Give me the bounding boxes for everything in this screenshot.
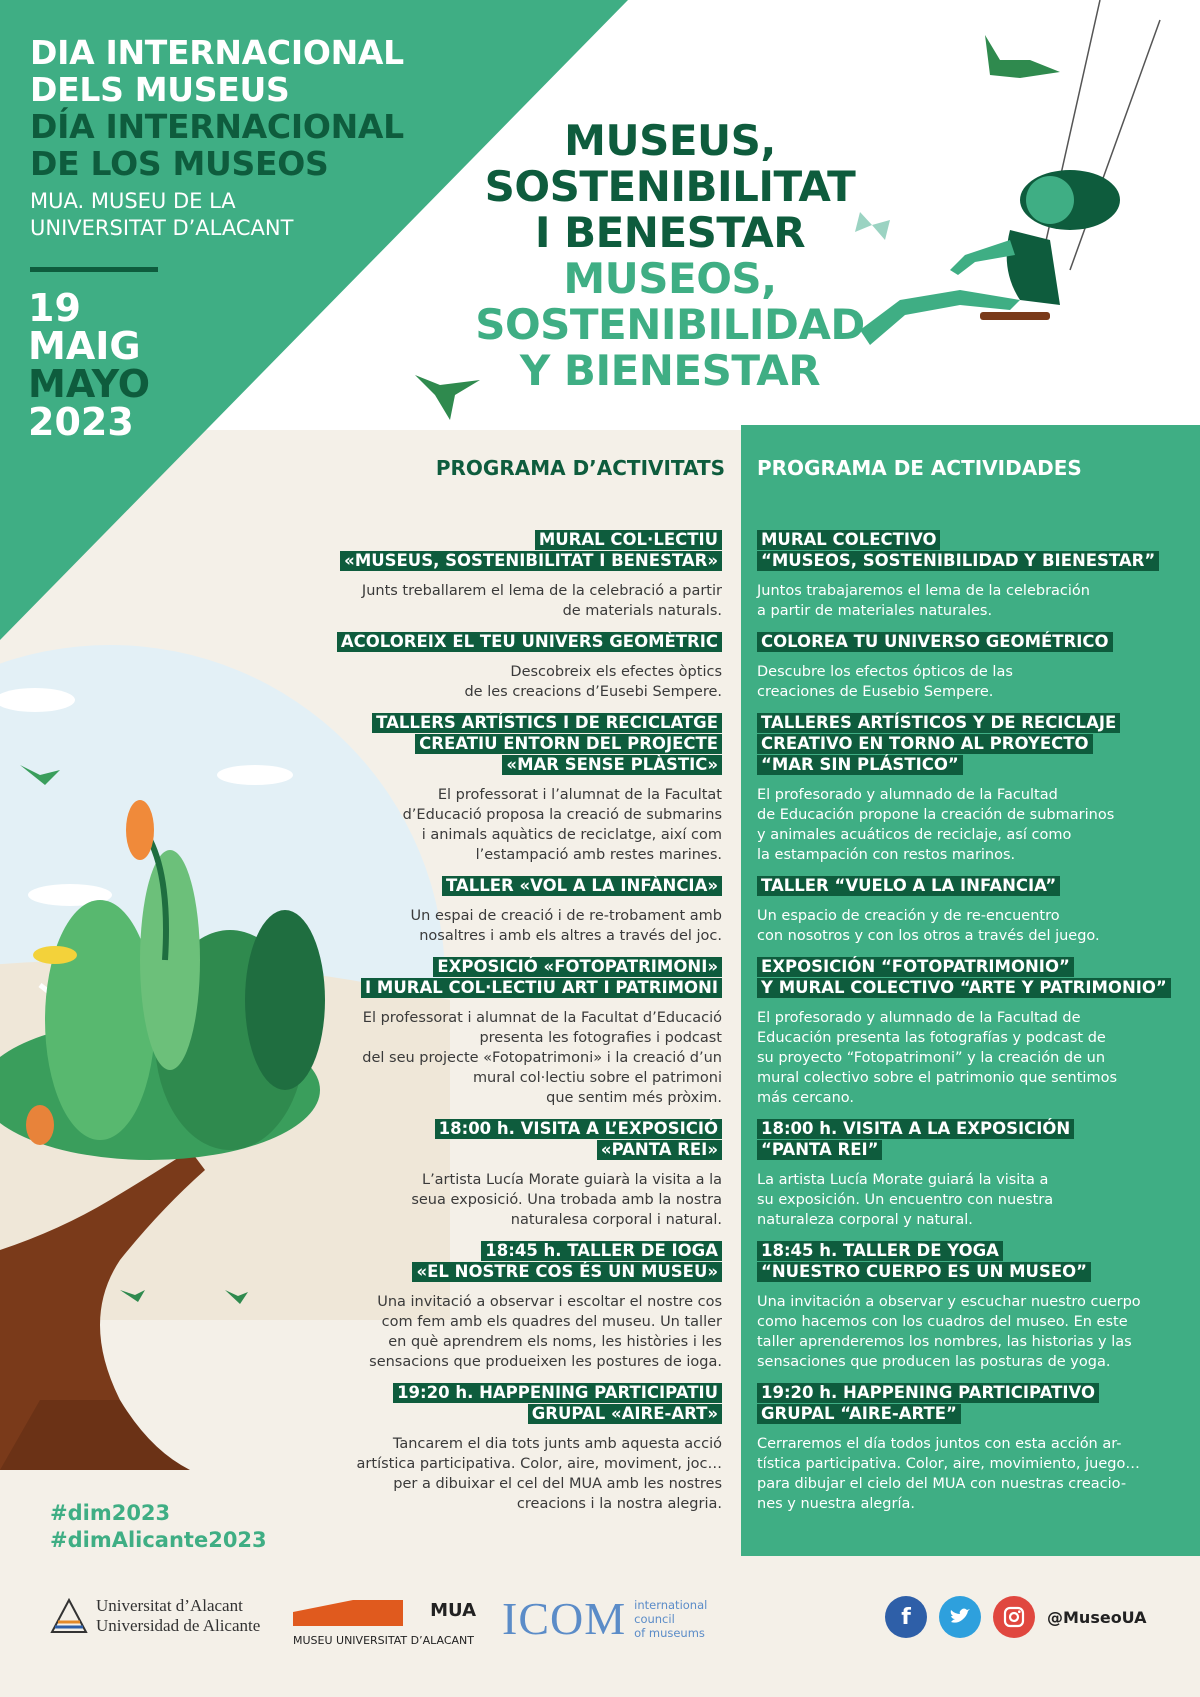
activity-item [757,530,1177,621]
theme-es-line-2: SOSTENIBILIDAD [475,300,865,349]
activity-description: Tancarem el dia tots junts amb aquesta acció artística participativa. Color, aire, moviment, joc… per a dibuixar el cel del MUA amb les nostres creacions i la nostra alegria. [356,1436,722,1512]
theme-title [420,118,920,394]
activity-title: 19:20 h. HAPPENING PARTICIPATIU [393,1383,722,1403]
activity-title: TALLER «VOL A LA INFÀNCIA» [442,876,722,896]
activity-description: Junts treballarem el lema de la celebració a partir de materials naturals. [361,583,722,619]
cloud-icon [217,765,293,785]
activity-title: EXPOSICIÓ «FOTOPATRIMONI» [433,957,722,977]
activity-item [318,530,722,621]
activity-title: 18:00 h. VISITA A L’EXPOSICIÓ [435,1119,722,1139]
date-month-ca: MAIG [28,324,141,368]
activity-title-line [757,551,1177,572]
program-list-ca [318,530,722,1525]
activity-title: «MUSEUS, SOSTENIBILITAT I BENESTAR» [340,551,722,571]
activity-title-line [318,734,722,755]
activity-item [757,1383,1177,1514]
activity-title-line [318,1383,722,1404]
activity-item [318,1241,722,1372]
social-handle[interactable]: @MuseoUA [1047,1607,1147,1627]
university-emblem-icon [50,1598,88,1634]
title-es-line-1: DÍA INTERNACIONAL [30,107,404,146]
activity-title: I MURAL COL·LECTIU ART I PATRIMONI [361,978,722,998]
activity-title-line [757,734,1177,755]
activity-title: EXPOSICIÓN “FOTOPATRIMONIO” [757,957,1074,977]
activity-description: Un espai de creació i de re-trobament amb nosaltres i amb els altres a través del joc. [410,908,722,944]
activity-description: Un espacio de creación y de re-encuentro con nosotros y con los otros a través del juego. [757,908,1100,944]
activity-description: Juntos trabajaremos el lema de la celebración a partir de materiales naturales. [757,583,1090,619]
activity-item [318,1119,722,1230]
theme-ca-line-1: MUSEUS, [564,116,776,165]
activity-title-line [318,978,722,999]
activity-title: MURAL COLECTIVO [757,530,940,550]
university-logo[interactable] [50,1596,260,1636]
activity-title: TALLER “VUELO A LA INFANCIA” [757,876,1060,896]
icom-logo[interactable] [502,1593,708,1644]
activity-title-line [757,755,1177,776]
activity-item [757,1241,1177,1372]
activity-title-line [757,713,1177,734]
activity-title: “MUSEOS, SOSTENIBILIDAD Y BIENESTAR” [757,551,1159,571]
divider [30,267,158,272]
activity-title-line [318,1119,722,1140]
activity-item [757,957,1177,1108]
university-name-es: Universidad de Alicante [96,1616,261,1635]
activity-description: La artista Lucía Morate guiará la visita a su exposición. Un encuentro con nuestra naturaleza corporal y natural. [757,1172,1054,1228]
instagram-icon[interactable] [993,1596,1035,1638]
activity-item [757,632,1177,702]
activity-title: GRUPAL “AIRE-ARTE” [757,1404,961,1424]
activity-title: “NUESTRO CUERPO ES UN MUSEO” [757,1262,1091,1282]
activity-description: Descobreix els efectes òptics de les creacions d’Eusebi Sempere. [464,664,722,700]
activity-title-line [318,755,722,776]
activity-item [757,713,1177,865]
hashtag[interactable]: #dim2023 [50,1501,171,1525]
activity-description: El profesorado y alumnado de la Facultad de Educación presenta las fotografías y podcast de su proyecto “Fotopatrimoni” y la creación de un mural colectivo sobre el patrimonio que sentimos más cercano. [757,1010,1118,1106]
activity-title-line [318,876,722,897]
event-header [30,34,404,242]
theme-ca-line-2: SOSTENIBILITAT [484,162,856,211]
flower-icon [126,800,154,860]
program-heading-es: PROGRAMA DE ACTIVIDADES [757,456,1082,480]
activity-title-line [318,713,722,734]
activity-description: Descubre los efectos ópticos de las creaciones de Eusebio Sempere. [757,664,1013,700]
bird-icon [985,35,1060,78]
girl-body [1007,230,1060,305]
activity-title: GRUPAL «AIRE-ART» [528,1404,722,1424]
title-ca-line-2: DELS MUSEUS [30,70,290,109]
theme-ca-line-3: I BENESTAR [534,208,806,257]
activity-description: Cerraremos el día todos juntos con esta acción ar- tística participativa. Color, aire, movimiento, juego… para dibujar el cielo del MUA con nuestras creacio- nes y nuestra alegría. [757,1436,1140,1512]
program-heading-ca: PROGRAMA D’ACTIVITATS [435,456,725,480]
activity-description: L’artista Lucía Morate guiarà la visita a la seua exposició. Una trobada amb la nostra naturalesa corporal i natural. [411,1172,722,1228]
activity-title-line [757,1383,1177,1404]
activity-title: «PANTA REI» [597,1140,722,1160]
activity-title: «EL NOSTRE COS ÉS UN MUSEU» [412,1262,722,1282]
date-year: 2023 [28,400,134,444]
theme-es-line-3: Y BIENESTAR [519,346,821,395]
activity-title-line [318,1140,722,1161]
activity-title-line [757,1119,1177,1140]
activity-title-line [757,632,1177,653]
activity-title: 18:45 h. TALLER DE YOGA [757,1241,1003,1261]
activity-title-line [757,957,1177,978]
activity-title-line [318,957,722,978]
activity-title: «MAR SENSE PLÀSTIC» [502,755,722,775]
activity-title: CREATIVO EN TORNO AL PROYECTO [757,734,1093,754]
social-links [885,1596,1147,1638]
mua-logo[interactable] [293,1594,478,1647]
activity-item [318,876,722,946]
activity-item [757,1119,1177,1230]
activity-title: TALLERES ARTÍSTICOS Y DE RECICLAJE [757,713,1120,733]
activity-title: COLOREA TU UNIVERSO GEOMÉTRICO [757,632,1113,652]
museum-name-line-2: UNIVERSITAT D’ALACANT [30,216,294,240]
swing-seat [980,312,1050,320]
activity-title-line [318,1404,722,1425]
activity-title-line [757,1241,1177,1262]
activity-title: MURAL COL·LECTIU [535,530,722,550]
activity-title-line [757,1404,1177,1425]
activity-title: 19:20 h. HAPPENING PARTICIPATIVO [757,1383,1099,1403]
museum-name-line-1: MUA. MUSEU DE LA [30,189,236,213]
date-day: 19 [28,286,81,330]
activity-title: 18:45 h. TALLER DE IOGA [481,1241,722,1261]
activity-title-line [318,551,722,572]
hashtags [50,1500,267,1554]
theme-es-line-1: MUSEOS, [563,254,777,303]
activity-title: ACOLOREIX EL TEU UNIVERS GEOMÈTRIC [337,632,722,652]
university-name-ca: Universitat d’Alacant [96,1596,243,1615]
event-date [28,286,151,444]
activity-title: Y MURAL COLECTIVO “ARTE Y PATRIMONIO” [757,978,1171,998]
activity-title-line [318,1241,722,1262]
activity-item [318,713,722,865]
bird-icon [26,1105,54,1145]
activity-title-line [757,978,1177,999]
facebook-icon[interactable]: f [885,1596,927,1638]
activity-description: Una invitación a observar y escuchar nuestro cuerpo como hacemos con los cuadros del museo. En este taller aprenderemos los nombres, las historias y las sensaciones que producen las posturas de yoga. [757,1294,1141,1370]
activity-item [757,876,1177,946]
activity-description: El professorat i alumnat de la Facultat d’Educació presenta les fotografies i podcast del seu projecte «Fotopatrimoni» i la creació d’un mural col·lectiu sobre el patrimoni que sentim més pròxim. [362,1010,722,1106]
activity-title-line [318,530,722,551]
activity-title-line [757,530,1177,551]
activity-title-line [757,876,1177,897]
activity-title: TALLERS ARTÍSTICS I DE RECICLATGE [372,713,722,733]
activity-title-line [318,1262,722,1283]
title-es-line-2: DE LOS MUSEOS [30,144,329,183]
footer [0,1556,1200,1697]
activity-title: 18:00 h. VISITA A LA EXPOSICIÓN [757,1119,1074,1139]
title-ca-line-1: DIA INTERNACIONAL [30,33,404,72]
activity-title-line [757,1140,1177,1161]
icom-wordmark: ICOM [502,1593,627,1644]
date-month-es: MAYO [28,362,151,406]
program-list-es [757,530,1177,1525]
activity-title: CREATIU ENTORN DEL PROJECTE [415,734,722,754]
icom-subtitle: international council of museums [634,1598,708,1640]
girl-head [1026,176,1074,224]
activity-title-line [757,1262,1177,1283]
mua-subtitle: MUSEU UNIVERSITAT D’ALACANT [293,1634,475,1647]
mua-label: MUA [430,1600,476,1621]
activity-item [318,1383,722,1514]
activity-title: “PANTA REI” [757,1140,882,1160]
activity-description: El profesorado y alumnado de la Facultad de Educación propone la creación de submarinos y animales acuáticos de reciclaje, así como la estampación con restos marinos. [757,787,1115,863]
twitter-icon[interactable] [939,1596,981,1638]
activity-item [318,632,722,702]
activity-title: “MAR SIN PLÁSTICO” [757,755,963,775]
flower-icon [33,946,77,964]
activity-title-line [318,632,722,653]
activity-description: El professorat i l’alumnat de la Facultat d’Educació proposa la creació de submarins i animals aquàtics de reciclatge, així com l’estampació amb restes marines. [402,787,722,863]
activity-description: Una invitació a observar i escoltar el nostre cos com fem amb els quadres del museu. Un taller en què aprendrem els noms, les històries i les sensacions que produeixen les postures de ioga. [369,1294,722,1370]
activity-item [318,957,722,1108]
hashtag[interactable]: #dimAlicante2023 [50,1528,267,1552]
